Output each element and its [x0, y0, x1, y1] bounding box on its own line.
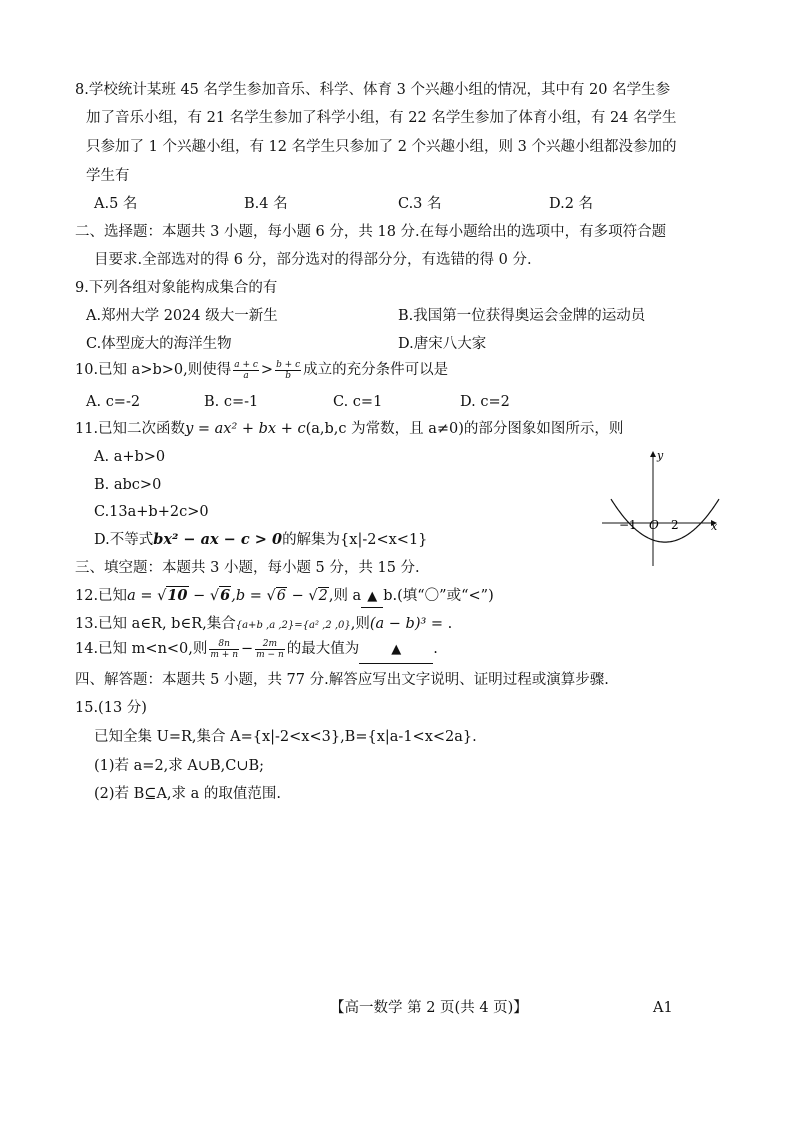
q8-line-3: 只参加了 1 个兴趣小组，有 12 名学生只参加了 2 个兴趣小组，则 3 个兴趣小组都没参加的: [86, 139, 677, 155]
q8-option-c: C.3 名: [398, 196, 442, 212]
q13-formula: (a − b)³ =: [369, 616, 448, 632]
q8-option-a: A.5 名: [94, 196, 138, 212]
q11-option-b: B. abc>0: [94, 477, 162, 493]
q10-fraction-1: $\frac{a + c}{a}$: [234, 359, 258, 381]
q11-formula: y = ax² + bx + c: [185, 421, 306, 437]
section-2-heading: 二、选择题：本题共 3 小题，每小题 6 分，共 18 分.在每小题给出的选项中，有多项符合题: [75, 224, 667, 240]
q8-line-1: 8.学校统计某班 45 名学生参加音乐、科学、体育 3 个兴趣小组的情况，其中有 20 名学生参: [75, 82, 671, 98]
q15-statement: 已知全集 U=R,集合 A={x|-2<x<3},B={x|a-1<x<2a}.: [94, 729, 477, 745]
q11-option-d-formula: bx² − ax − c > 0: [153, 531, 283, 548]
q15-part-2: (2)若 B⊆A,求 a 的取值范围.: [94, 786, 282, 802]
q11-parabola-graph: [598, 446, 724, 570]
q10-option-a: A. c=-2: [86, 394, 141, 410]
q10-stem-pre: 10.已知 a>b>0,则使得: [75, 362, 232, 378]
q8-option-d: D.2 名: [549, 196, 594, 212]
q9-option-c: C.体型庞大的海洋生物: [86, 336, 232, 352]
y-axis-label: y: [657, 449, 664, 462]
q12-stem: 12.已知a = √10 − √6,b = √6 − √2,则 a ▲ b.(填“〇”或“<”): [75, 586, 494, 608]
q11-option-c: C.13a+b+2c>0: [94, 504, 209, 520]
q14-answer-blank[interactable]: ▲: [359, 637, 433, 664]
tick-neg-one: −1: [619, 518, 637, 532]
q14-fraction-2: $\frac{2m}{m - n}$: [256, 638, 284, 660]
q10-option-d: D. c=2: [460, 394, 510, 410]
q14-stem: 14.已知 m<n<0,则 $\frac{8n}{m + n}$ − $\frac{2m}{m - n}$ 的最大值为 ▲ .: [75, 636, 438, 664]
x-axis-label: x: [711, 520, 718, 533]
q13-stem: 13.已知 a∈R, b∈R,集合{a+b ,a ,2}={a² ,2 ,0},则(a − b)³ = .: [75, 616, 453, 632]
q10-fraction-2: $\frac{b + c}{b}$: [276, 359, 301, 381]
q9-stem: 9.下列各组对象能构成集合的有: [75, 280, 278, 296]
section-2-rules: 目要求.全部选对的得 6 分，部分选对的得部分分，有选错的得 0 分.: [94, 252, 532, 268]
q10-stem-post: 成立的充分条件可以是: [303, 362, 449, 378]
section-3-heading: 三、填空题：本题共 3 小题，每小题 5 分，共 15 分.: [75, 560, 420, 576]
q8-option-b: B.4 名: [244, 196, 288, 212]
origin-label: O: [649, 518, 659, 532]
footer-page-info: 【高一数学 第 2 页(共 4 页)】: [330, 1000, 528, 1016]
q15-part-1: (1)若 a=2,求 A∪B,C∪B;: [94, 758, 265, 774]
q12-answer-blank[interactable]: ▲: [361, 587, 383, 608]
footer-code: A1: [653, 1000, 673, 1016]
q9-option-d: D.唐宋八大家: [398, 336, 487, 352]
q14-fraction-1: $\frac{8n}{m + n}$: [210, 638, 238, 660]
section-4-heading: 四、解答题：本题共 5 小题，共 77 分.解答应写出文字说明、证明过程或演算步骤.: [75, 672, 609, 688]
parabola-curve: [611, 499, 719, 542]
q11-stem: 11.已知二次函数y = ax² + bx + c(a,b,c 为常数，且 a≠0)的部分图象如图所示，则: [75, 421, 624, 437]
q9-option-a: A.郑州大学 2024 级大一新生: [86, 308, 278, 324]
q10-stem: [75, 358, 448, 382]
q10-option-b: B. c=-1: [204, 394, 259, 410]
q8-line-2: 加了音乐小组，有 21 名学生参加了科学小组，有 22 名学生参加了体育小组，有 24 名学生: [86, 110, 677, 126]
q8-line-4: 学生有: [86, 168, 130, 184]
q11-option-a: A. a+b>0: [94, 449, 166, 465]
q13-set-equation: {a+b ,a ,2}={a² ,2 ,0}: [235, 620, 351, 631]
q9-option-b: B.我国第一位获得奥运会金牌的运动员: [398, 308, 646, 324]
q10-option-c: C. c=1: [333, 394, 383, 410]
tick-two: 2: [671, 518, 679, 532]
q15-heading: 15.(13 分): [75, 700, 147, 716]
q11-option-d: D.不等式bx² − ax − c > 0的解集为{x|-2<x<1}: [94, 531, 428, 548]
q10-greater-than: >: [260, 362, 274, 378]
